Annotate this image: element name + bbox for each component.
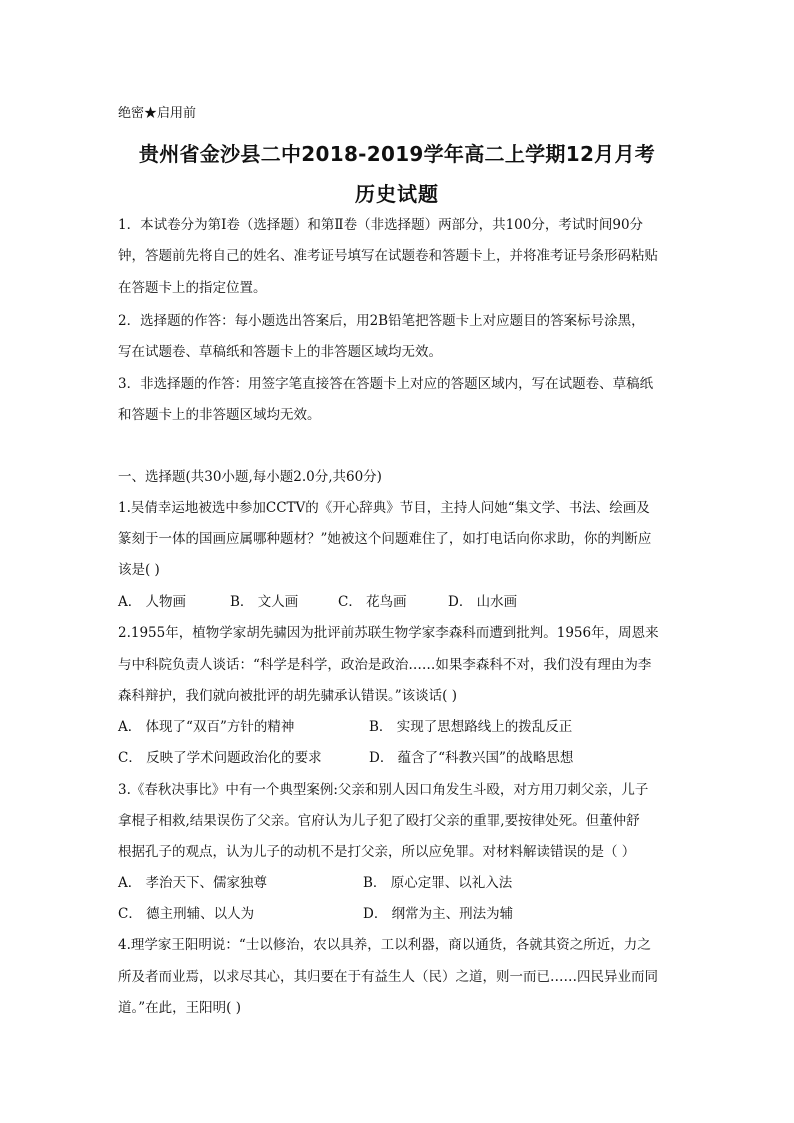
confidential-mark: 绝密★启用前 bbox=[118, 106, 197, 121]
option-a: A． 体现了“双百”方针的精神 bbox=[118, 719, 295, 735]
instruction-line: 钟，答题前先将自己的姓名、准考证号填写在试题卷和答题卡上，并将准考证号条形码粘贴 bbox=[118, 248, 658, 264]
exam-title: 贵州省金沙县二中2018-2019学年高二上学期12月月考 bbox=[138, 142, 656, 166]
option-c: C． 花鸟画 bbox=[338, 594, 407, 610]
instruction-line: 和答题卡上的非答题区域均无效。 bbox=[118, 407, 321, 423]
question-1-line: 篆刻于一体的国画应属哪种题材？”她被这个问题难住了，如打电话向你求助，你的判断应 bbox=[118, 531, 652, 547]
option-a: A． 孝治天下、儒家独尊 bbox=[118, 875, 268, 891]
question-3-line: 拿棍子相救,结果误伤了父亲。官府认为儿子犯了殴打父亲的重罪,要按律处死。但董仲舒 bbox=[118, 813, 640, 829]
question-4-line: 4.理学家王阳明说：“士以修治，农以具养，工以利器，商以通货，各就其资之所近，力之 bbox=[118, 937, 651, 953]
instruction-line: 在答题卡上的指定位置。 bbox=[118, 280, 267, 296]
question-2-line: 森科辩护，我们就向被批评的胡先骕承认错误。”该谈话( ) bbox=[118, 688, 457, 704]
option-b: B． 实现了思想路线上的拨乱反正 bbox=[369, 719, 573, 735]
question-1-line: 该是( ) bbox=[118, 562, 160, 578]
option-d: D． 山水画 bbox=[448, 594, 518, 610]
instruction-line: 2．选择题的作答：每小题选出答案后，用2B铅笔把答题卡上对应题目的答案标号涂黑， bbox=[118, 313, 645, 329]
question-1-line: 1.吴倩幸运地被选中参加CCTV的《开心辞典》节目，主持人问她“集文学、书法、绘画及 bbox=[118, 500, 650, 516]
question-3-line: 根据孔子的观点，认为儿子的动机不是打父亲，所以应免罪。对材料解读错误的是（ ） bbox=[118, 844, 636, 860]
option-b: B． 原心定罪、以礼入法 bbox=[363, 875, 513, 891]
question-2-line: 2.1955年，植物学家胡先骕因为批评前苏联生物学家李森科而遭到批判。1956年，周恩来 bbox=[118, 625, 659, 641]
option-a: A． 人物画 bbox=[118, 594, 187, 610]
exam-subtitle: 历史试题 bbox=[355, 182, 439, 206]
section-heading: 一、选择题(共30小题,每小题2.0分,共60分) bbox=[118, 469, 382, 485]
question-3-line: 3.《春秋决事比》中有一个典型案例:父亲和别人因口角发生斗殴，对方用刀刺父亲，儿子 bbox=[118, 782, 649, 798]
option-d: D． 蕴含了“科教兴国”的战略思想 bbox=[369, 750, 574, 766]
option-d: D． 纲常为主、刑法为辅 bbox=[363, 906, 514, 922]
instruction-line: 写在试题卷、草稿纸和答题卡上的非答题区域均无效。 bbox=[118, 344, 442, 360]
question-4-line: 道。”在此，王阳明( ) bbox=[118, 1000, 241, 1016]
question-2-line: 与中科院负责人谈话：“科学是科学，政治是政治……如果李森科不对，我们没有理由为李 bbox=[118, 657, 652, 673]
instruction-line: 1．本试卷分为第Ⅰ卷（选择题）和第Ⅱ卷（非选择题）两部分，共100分，考试时间90分 bbox=[118, 217, 644, 233]
instruction-line: 3．非选择题的作答：用签字笔直接答在答题卡上对应的答题区域内，写在试题卷、草稿纸 bbox=[118, 376, 654, 392]
question-4-line: 所及者而业焉，以求尽其心，其归要在于有益生人（民）之道，则一而已……四民异业而同 bbox=[118, 969, 658, 985]
option-b: B． 文人画 bbox=[230, 594, 299, 610]
option-c: C． 德主刑辅、以人为 bbox=[118, 906, 255, 922]
option-c: C． 反映了学术问题政治化的要求 bbox=[118, 750, 322, 766]
